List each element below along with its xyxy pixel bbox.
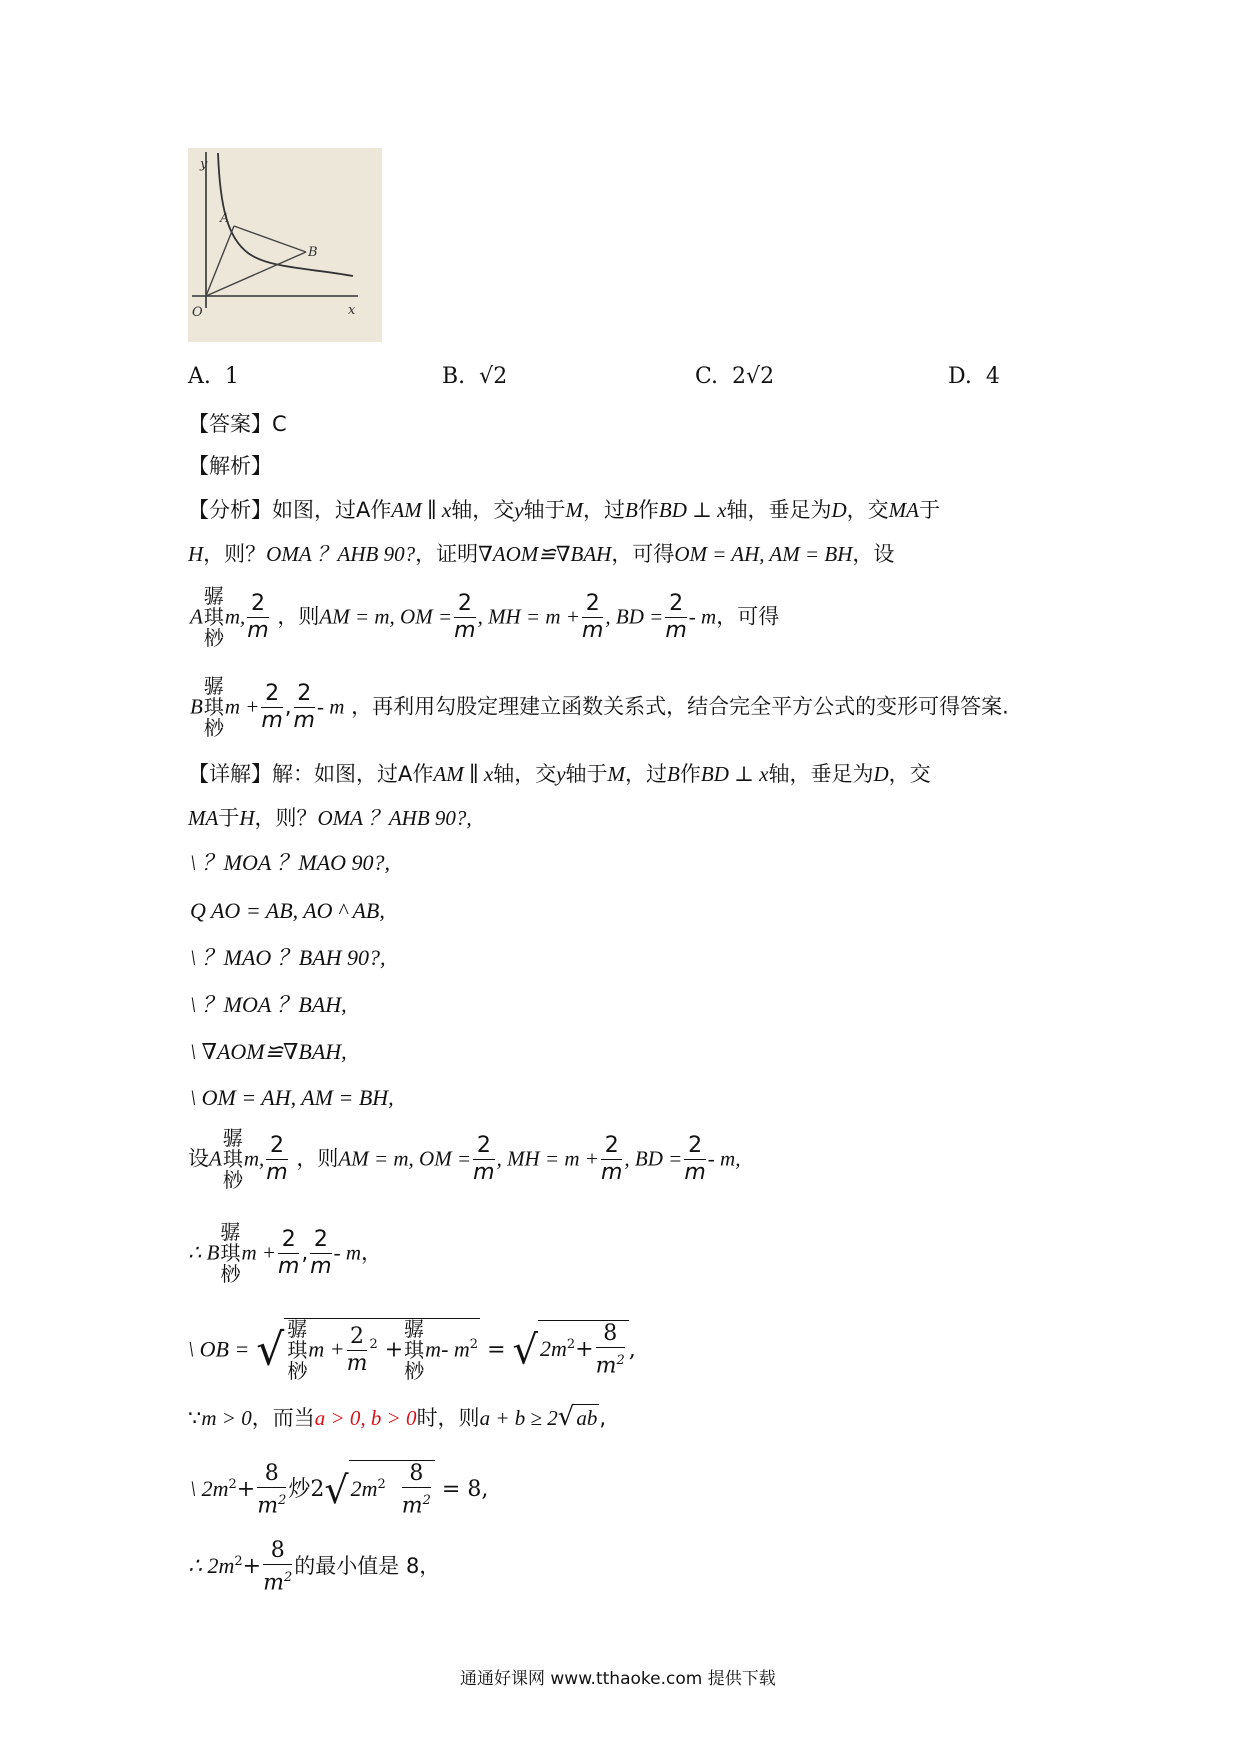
text: ，可得 (716, 604, 780, 629)
answer-label: 【答案】 (188, 412, 272, 436)
detail-line-14 (188, 1538, 440, 1596)
radical-sign: √ (512, 1327, 538, 1374)
math: B (190, 694, 203, 719)
detail-line-9 (188, 1128, 740, 1191)
text: ，则 (277, 604, 320, 629)
exponent: 2 (377, 1476, 386, 1492)
math: ∇AOM≌∇BAH (478, 542, 612, 566)
math: m + (308, 1336, 345, 1362)
math: \ OB = (188, 1336, 250, 1362)
detail-line-5: \ ？MAO ？BAH 90?, (190, 945, 386, 970)
radicand (538, 1320, 629, 1379)
math: , BD = (624, 1146, 683, 1171)
math: + (575, 1337, 594, 1363)
math: - m (441, 1336, 470, 1362)
math: B (625, 498, 638, 522)
bracket-glyph: 骣 琪 桫 (222, 1126, 243, 1192)
fenxi-line-2 (188, 538, 894, 568)
text: 设 (188, 1146, 209, 1171)
math: m + (224, 694, 260, 719)
text: 轴于 (565, 762, 608, 786)
math: OMA ？AHB 90?, (317, 806, 472, 830)
fraction: $\frac{2}{m}$ (684, 1133, 706, 1185)
math: 炒2 (288, 1477, 325, 1503)
fraction: $\frac{8}{m^2}$ (401, 1461, 431, 1519)
detail-line-8: \ OM = AH, AM = BH, (190, 1085, 394, 1110)
option-d (948, 362, 1000, 392)
graph-svg (188, 148, 382, 342)
radicand: ab (576, 1406, 598, 1430)
math: + (242, 1554, 262, 1580)
math: 2m (350, 1476, 378, 1502)
math: M (565, 498, 584, 522)
math: AM ∥ x (433, 762, 494, 786)
text: 时，则 (416, 1406, 480, 1430)
fraction: $\frac{2}{m}$ (473, 1133, 495, 1185)
text: , (599, 1406, 607, 1430)
detail-line-7: \ ∇AOM≌∇BAH, (190, 1039, 347, 1064)
fraction: $\frac{8}{m^2}$ (257, 1461, 287, 1519)
math: - m (316, 694, 345, 719)
radical-sign: √ (557, 1402, 575, 1432)
math: OMA ？AHB 90? (266, 542, 416, 566)
answer-value: C (272, 412, 287, 436)
fraction: $\frac{2}{m}$ (600, 1133, 623, 1185)
detail-line-3: \ ？MOA ？MAO 90?, (190, 850, 391, 875)
math: , BD = (605, 604, 664, 629)
math: D (831, 498, 847, 522)
bracket-glyph: 骣 琪 桫 (203, 584, 224, 650)
option-letter: A. (188, 364, 211, 389)
detail-line-2 (188, 802, 472, 832)
math-highlight: a > 0, b > 0 (314, 1406, 417, 1430)
text: ，设 (852, 542, 895, 566)
exponent: 2 (234, 1553, 243, 1569)
math: m > 0 (201, 1406, 252, 1430)
math: = (487, 1337, 506, 1363)
text: 作 (679, 762, 701, 786)
fraction: $\frac{2}{m}$ (346, 1324, 368, 1376)
text: ，则 (296, 1146, 339, 1171)
text: 【分析】如图，过A作 (188, 498, 392, 522)
analysis-label: 【解析】 (188, 454, 272, 478)
fraction: $\frac{2}{m}$ (665, 591, 687, 643)
math: 2m (540, 1336, 567, 1362)
detail-line-11 (188, 1318, 636, 1382)
detail-line-10: ∴ B骣 琪 桫m + $\frac{2}{m}$ , $\frac{2}{m}$ - m， (188, 1220, 383, 1286)
fenxi-line-4: B骣 琪 桫m + $\frac{2}{m}$ , $\frac{2}{m}$ - m ，再利用勾股定理建立函数关系式，结合完全平方公式的变形可得答案. (190, 674, 1009, 740)
math: AM = m, OM = (319, 604, 453, 629)
option-value: √2 (479, 364, 508, 389)
label-a: A (220, 211, 230, 226)
page-footer: 通通好课网 www.tthaoke.com 提供下载 (460, 1669, 776, 1689)
exponent: 2 (566, 1337, 576, 1353)
math: = 8, (441, 1477, 489, 1503)
fenxi-line-3 (190, 586, 779, 649)
fraction: $\frac{2}{m}$ (454, 591, 476, 643)
graph-figure (188, 148, 382, 342)
math: A (209, 1146, 222, 1171)
text: 轴，交 (451, 498, 515, 522)
math: - m (333, 1240, 362, 1265)
answer-line (188, 408, 287, 438)
math: MA (888, 498, 919, 522)
radicand (349, 1460, 435, 1519)
fenxi-line-1 (188, 494, 940, 524)
math: AM = m, OM = (338, 1146, 472, 1171)
radical-sign: √ (324, 1468, 349, 1513)
math: BD ⊥ x (658, 498, 727, 522)
radical-sign: √ (256, 1324, 285, 1376)
text: 轴，交 (493, 762, 557, 786)
option-a (188, 362, 239, 392)
bracket-glyph: 骣 琪 桫 (287, 1317, 308, 1383)
text: 作 (637, 498, 659, 522)
math: a + b ≥ 2 (479, 1406, 558, 1430)
text: ，再利用勾股定理建立函数关系式，结合完全平方公式的变形可得答案. (351, 694, 1009, 719)
text: 于 (218, 806, 240, 830)
detail-line-13 (190, 1460, 488, 1519)
detail-line-6: \ ？MOA ？BAH, (190, 992, 347, 1017)
option-letter: D. (948, 364, 972, 389)
math: BD ⊥ x (700, 762, 769, 786)
text: 轴于 (523, 498, 566, 522)
math: ∴ 2m (188, 1553, 235, 1579)
math: D (873, 762, 889, 786)
fraction: $\frac{2}{m}$ (581, 591, 604, 643)
bracket-glyph: 骣 琪 桫 (220, 1220, 241, 1286)
text: ∵ (188, 1406, 202, 1430)
text: 轴，垂足为 (726, 498, 832, 522)
math: + (236, 1477, 256, 1503)
math: - m, (707, 1146, 741, 1171)
fraction: $\frac{8}{m^2}$ (595, 1321, 625, 1379)
math: M (607, 762, 626, 786)
label-o: O (192, 305, 203, 320)
radicand (284, 1318, 480, 1382)
math: OM = AH, AM = BH (674, 542, 853, 566)
math: , (628, 1337, 636, 1363)
text: 的最小值是 8， (294, 1554, 441, 1579)
math: ∴ B (188, 1240, 220, 1265)
text: ，证明 (415, 542, 479, 566)
detail-line-4: Q AO = AB, AO ^ AB, (190, 898, 385, 923)
option-letter: B. (442, 364, 466, 389)
text: ，过 (583, 498, 626, 522)
text: ，则？ (203, 542, 267, 566)
option-value: 2√2 (732, 364, 775, 389)
detail-line-1 (188, 758, 931, 788)
math: H (188, 542, 204, 566)
math: - m (688, 604, 717, 629)
label-y: y (200, 157, 208, 172)
math: A (190, 604, 203, 629)
text: ， (361, 1240, 383, 1265)
text: ，可得 (611, 542, 675, 566)
math: , MH = m + (496, 1146, 599, 1171)
math: , MH = m + (477, 604, 580, 629)
option-letter: C. (695, 364, 719, 389)
fraction: $\frac{2}{m}$ (278, 1227, 300, 1279)
text: 于 (918, 498, 940, 522)
label-b: B (308, 245, 318, 260)
math: H (239, 806, 255, 830)
detail-line-12 (188, 1402, 606, 1432)
text: ，则？ (254, 806, 318, 830)
math: m, (243, 1146, 265, 1171)
exponent: 2 (228, 1476, 237, 1492)
math: AM ∥ x (391, 498, 452, 522)
math: \ 2m (190, 1476, 229, 1502)
option-b (442, 362, 507, 392)
math: m (425, 1336, 442, 1362)
text: ，过 (625, 762, 668, 786)
text: ，交 (846, 498, 889, 522)
bracket-glyph: 骣 琪 桫 (203, 674, 224, 740)
math: y (514, 498, 524, 522)
option-value: 4 (985, 364, 1000, 389)
label-x: x (348, 303, 356, 318)
math: m, (224, 604, 246, 629)
math: y (556, 762, 566, 786)
option-value: 1 (224, 364, 239, 389)
math: B (667, 762, 680, 786)
math: m + (241, 1240, 277, 1265)
fraction: $\frac{8}{m^2}$ (263, 1538, 293, 1596)
option-c (695, 362, 774, 392)
fraction: $\frac{2}{m}$ (293, 681, 315, 733)
text: ，交 (888, 762, 931, 786)
text: 轴，垂足为 (768, 762, 874, 786)
fraction: $\frac{2}{m}$ (247, 591, 269, 643)
text: ，而当 (251, 1406, 315, 1430)
exponent: 2 (369, 1337, 378, 1353)
bracket-glyph: 骣 琪 桫 (404, 1317, 425, 1383)
math: MA (188, 806, 219, 830)
fraction: $\frac{2}{m}$ (266, 1133, 288, 1185)
text: 【详解】解：如图，过A作 (188, 762, 434, 786)
exponent: 2 (469, 1337, 479, 1353)
math: + (384, 1337, 404, 1363)
fraction: $\frac{2}{m}$ (261, 681, 283, 733)
fraction: $\frac{2}{m}$ (310, 1227, 332, 1279)
